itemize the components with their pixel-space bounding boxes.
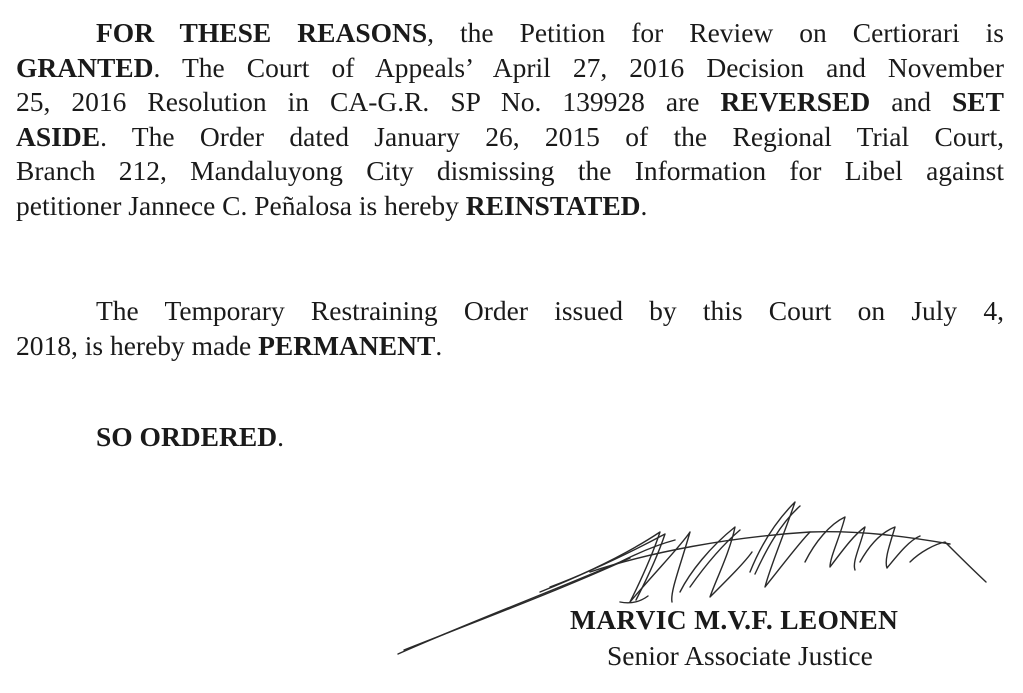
so-ordered-period: . — [277, 421, 284, 452]
tro-paragraph — [16, 294, 1004, 363]
text-segment: , the Petition for Review on Certiorari is — [427, 17, 1005, 48]
paragraph-line — [16, 329, 1004, 364]
text-segment: 2018, is hereby made — [16, 329, 259, 361]
paragraph-line — [16, 120, 1004, 155]
handwritten-signature — [390, 492, 990, 662]
text-segment: The Temporary Restraining Order issued by this Court on July 4, — [96, 295, 1004, 326]
text-segment: 25, 2016 Resolution in CA-G.R. SP No. 139928 are — [16, 86, 721, 117]
paragraph-line — [16, 294, 1004, 329]
emphasized-text: FOR THESE REASONS — [96, 17, 428, 48]
text-segment: . The Order dated January 26, 2015 of the Regional Trial Court, — [100, 120, 1004, 152]
emphasized-text: REVERSED — [720, 86, 871, 117]
signatory-title: Senior Associate Justice — [607, 640, 873, 671]
text-segment: Branch 212, Mandaluyong City dismissing the Information for Libel against — [16, 155, 1004, 186]
emphasized-text: ASIDE — [16, 120, 101, 152]
emphasized-text: SET — [952, 86, 1004, 117]
so-ordered-text: SO ORDERED — [96, 421, 278, 452]
text-segment: petitioner Jannece C. Peñalosa is hereby — [16, 189, 466, 221]
paragraph-line — [16, 16, 1004, 51]
emphasized-text: REINSTATED — [465, 189, 641, 221]
paragraph-line — [16, 189, 1004, 224]
paragraph-line — [16, 154, 1004, 189]
paragraph-line — [16, 51, 1004, 86]
text-segment: . — [435, 329, 443, 361]
text-segment: . — [640, 189, 648, 221]
paragraph-line — [16, 85, 1004, 120]
dispositive-paragraph — [16, 16, 1004, 223]
text-segment: and — [870, 86, 952, 117]
so-ordered-line — [96, 420, 1023, 455]
signatory-name: MARVIC M.V.F. LEONEN — [570, 604, 899, 635]
emphasized-text: PERMANENT — [258, 329, 436, 361]
emphasized-text: GRANTED — [16, 51, 154, 83]
text-segment: . The Court of Appeals’ April 27, 2016 Decision and November — [153, 51, 1004, 83]
